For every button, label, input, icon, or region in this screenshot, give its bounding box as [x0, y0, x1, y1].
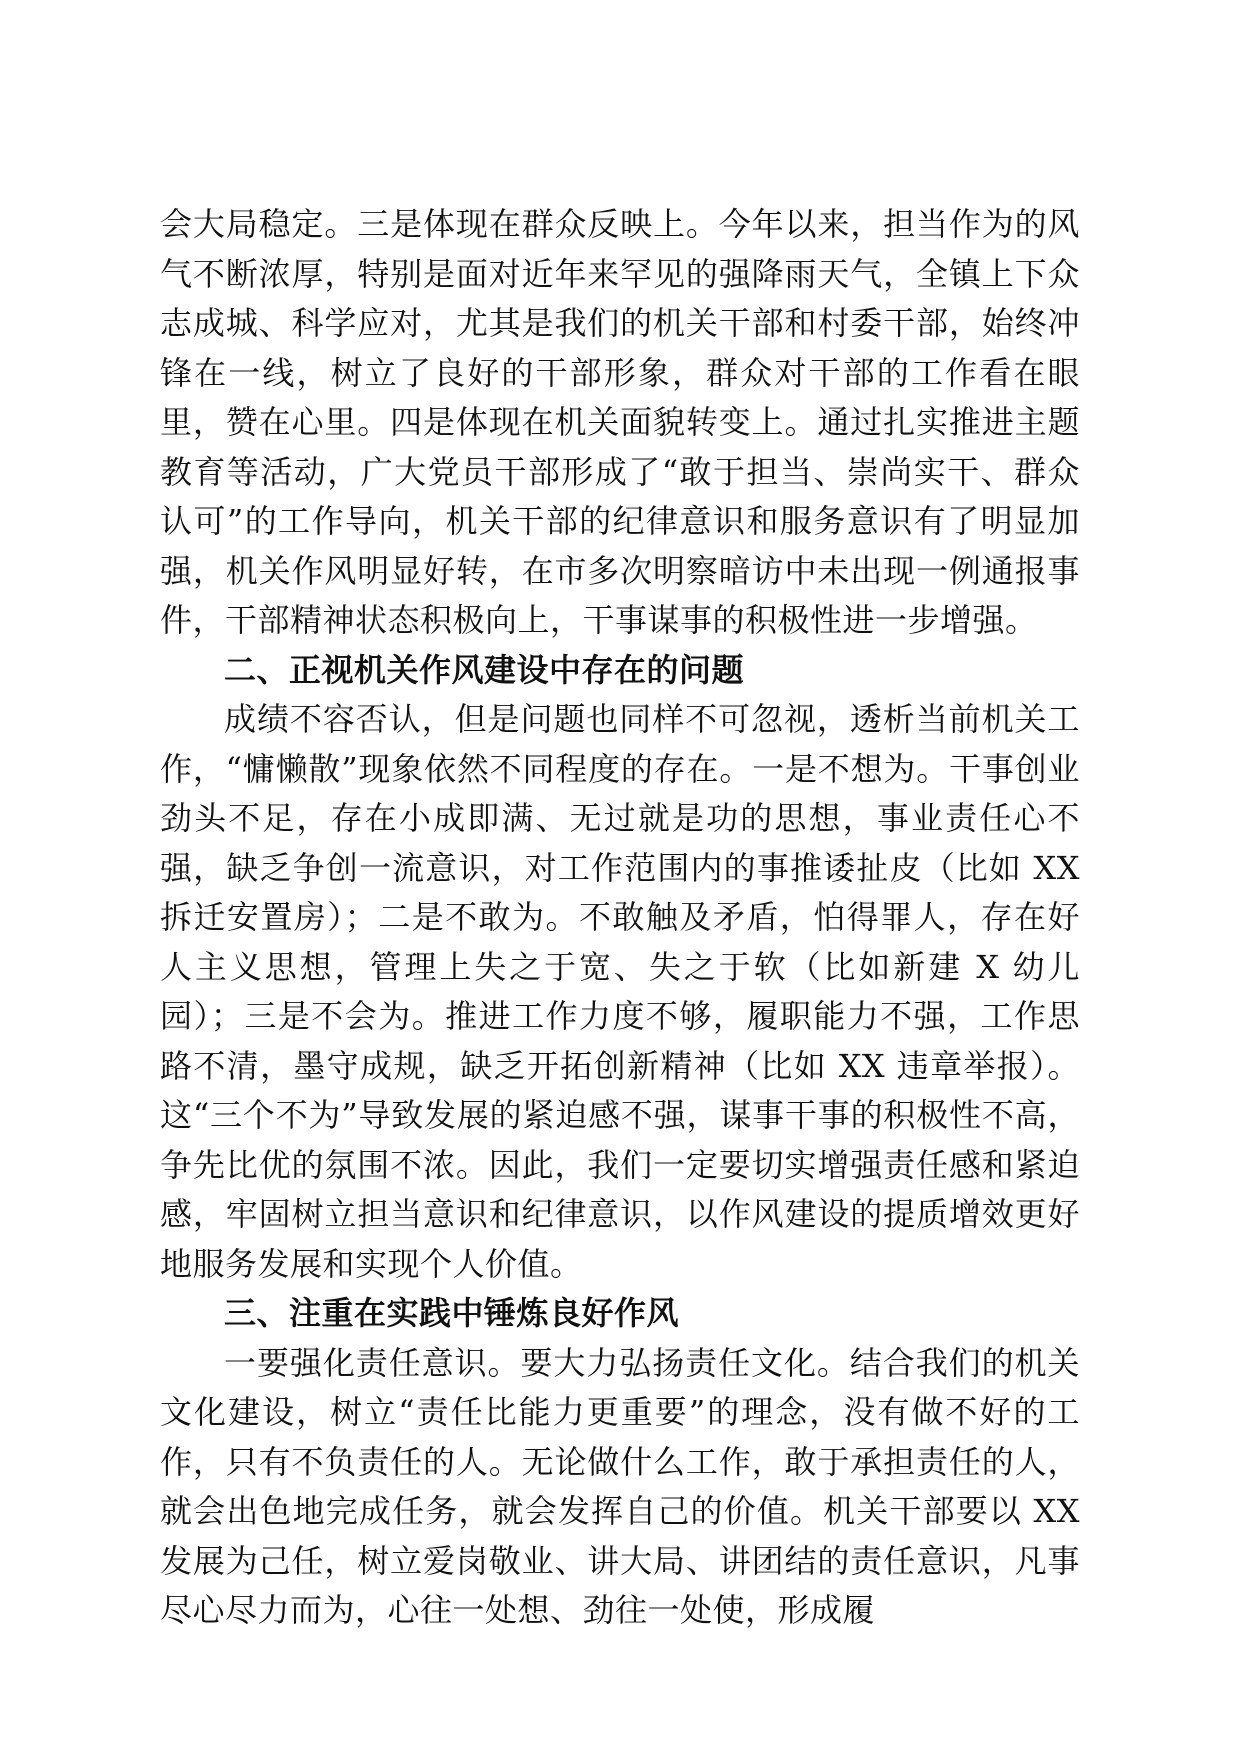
document-body — [160, 200, 1080, 1636]
paragraph-continuation: 会大局稳定。三是体现在群众反映上。今年以来，担当作为的风气不断浓厚，特别是面对近年来罕见的强降雨天气，全镇上下众志成城、科学应对，尤其是我们的机关干部和村委干部，始终冲锋在一线，树立了良好的干部形象，群众对干部的工作看在眼里，赞在心里。四是体现在机关面貌转变上。通过扎实推进主题教育等活动，广大党员干部形成了“敢于担当、崇尚实干、群众认可”的工作导向，机关干部的纪律意识和服务意识有了明显加强，机关作风明显好转，在市多次明察暗访中未出现一例通报事件，干部精神状态积极向上，干事谋事的积极性进一步增强。 — [160, 205, 1080, 639]
paragraph-responsibility: 一要强化责任意识。要大力弘扬责任文化。结合我们的机关文化建设，树立“责任比能力更重要”的理念，没有做不好的工作，只有不负责任的人。无论做什么工作，敢于承担责任的人，就会出色地完成任务，就会发挥自己的价值。机关干部要以 XX 发展为己任，树立爱岗敬业、讲大局、讲团结的责任意识，凡事尽心尽力而为，心往一处想、劲往一处使，形成履 — [160, 1343, 1080, 1629]
paragraph-problems: 成绩不容否认，但是问题也同样不可忽视，透析当前机关工作，“慵懒散”现象依然不同程度的存在。一是不想为。干事创业劲头不足，存在小成即满、无过就是功的思想，事业责任心不强，缺乏争创一流意识，对工作范围内的事推诿扯皮（比如 XX 拆迁安置房）；二是不敢为。不敢触及矛盾，怕得罪人，存在好人主义思想，管理上失之于宽、失之于软（比如新建 X 幼儿园）；三是不会为。推进工作力度不够，履职能力不强，工作思路不清，墨守成规，缺乏开拓创新精神（比如 XX 违章举报）。这“三个不为”导致发展的紧迫感不强，谋事干事的积极性不高，争先比优的氛围不浓。因此，我们一定要切实增强责任感和紧迫感，牢固树立担当意识和纪律意识，以作风建设的提质增效更好地服务发展和实现个人价值。 — [160, 700, 1080, 1283]
section-heading-two: 二、正视机关作风建设中存在的问题 — [224, 650, 745, 689]
section-heading-three: 三、注重在实践中锤炼良好作风 — [224, 1294, 680, 1332]
